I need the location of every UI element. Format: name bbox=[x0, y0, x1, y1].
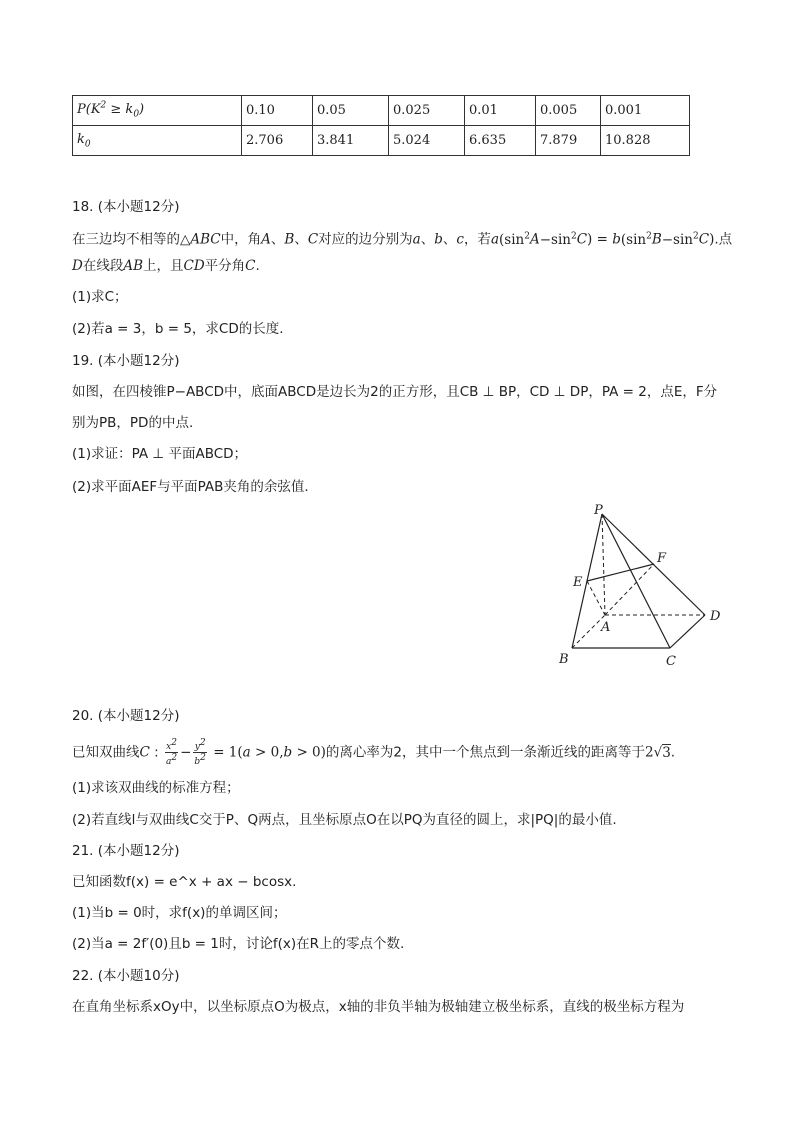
q18-line-2: D在线段AB上，且CD平分角C. bbox=[72, 258, 260, 274]
label-C: C bbox=[666, 654, 676, 669]
k-squared-table bbox=[72, 95, 690, 156]
table-row bbox=[73, 96, 690, 126]
label-P: P bbox=[594, 503, 603, 518]
label-D: D bbox=[710, 609, 721, 624]
q20-line-1: 已知双曲线C : $\frac{x^2}{a^2}$ − $\frac{y^2}{b^2}$ = 1(a > 0,b > 0)的离心率为2，其中一个焦点到一条渐近线的距离等于2√3. bbox=[72, 738, 676, 767]
q19-line-1: 如图，在四棱锥P−ABCD中，底面ABCD是边长为2的正方形，且CB ⊥ BP，CD ⊥ DP，PA = 2，点E，F分 bbox=[72, 384, 718, 400]
q18-part-1: (1)求C； bbox=[72, 289, 128, 305]
text: .点 bbox=[714, 231, 733, 248]
label-A: A bbox=[601, 620, 611, 635]
table-row bbox=[73, 126, 690, 156]
table-cell: 10.828 bbox=[601, 126, 690, 156]
text: . bbox=[670, 744, 676, 761]
text: 中，角 bbox=[220, 231, 262, 248]
table-cell: 0.025 bbox=[389, 96, 465, 126]
text: 的离心率为2，其中一个焦点到一条渐近线的距离等于 bbox=[325, 744, 645, 761]
q19-part-1: (1)求证：PA ⊥ 平面ABCD； bbox=[72, 446, 248, 462]
label-E: E bbox=[573, 575, 583, 590]
q19-part-2: (2)求平面AEF与平面PAB夹角的余弦值. bbox=[72, 479, 309, 495]
text: 在线段 bbox=[82, 258, 124, 274]
table-cell: 6.635 bbox=[465, 126, 536, 156]
q21-part-1: (1)当b = 0时，求f(x)的单调区间； bbox=[72, 905, 287, 921]
pyramid-figure bbox=[548, 500, 728, 675]
table-cell: 3.841 bbox=[313, 126, 389, 156]
text: ，若 bbox=[463, 231, 491, 248]
q21-heading: 21. (本小题12分) bbox=[72, 843, 180, 859]
row-label: $k_0$ bbox=[77, 131, 91, 150]
q18-part-2: (2)若a = 3，b = 5，求CD的长度. bbox=[72, 321, 284, 337]
q21-part-2: (2)当a = 2f′(0)且b = 1时，讨论f(x)在R上的零点个数. bbox=[72, 936, 405, 952]
label-F: F bbox=[657, 551, 667, 566]
table-cell: 0.005 bbox=[536, 96, 601, 126]
table-cell: 0.05 bbox=[313, 96, 389, 126]
text: 上，且 bbox=[143, 258, 184, 274]
text: 已知双曲线 bbox=[72, 744, 140, 761]
row-label: $P(K^2 \ge k_0)$ bbox=[77, 101, 145, 120]
q19-line-2: 别为PB，PD的中点. bbox=[72, 415, 194, 431]
label-B: B bbox=[559, 652, 569, 667]
q22-line-1: 在直角坐标系xOy中，以坐标原点O为极点，x轴的非负半轴为极轴建立极坐标系，直线的极坐标方程为 bbox=[72, 999, 685, 1015]
text: 平分角 bbox=[204, 258, 246, 274]
table-cell: 0.001 bbox=[601, 96, 690, 126]
table-cell: 0.10 bbox=[242, 96, 313, 126]
q22-heading: 22. (本小题10分) bbox=[72, 968, 180, 984]
q21-line-1: 已知函数f(x) = e^x + ax − bcosx. bbox=[72, 874, 297, 890]
q20-part-2: (2)若直线l与双曲线C交于P、Q两点，且坐标原点O在以PQ为直径的圆上，求|PQ|的最小值. bbox=[72, 812, 617, 828]
q19-heading: 19. (本小题12分) bbox=[72, 353, 180, 369]
q20-part-1: (1)求该双曲线的标准方程； bbox=[72, 780, 240, 796]
table-cell bbox=[73, 96, 242, 126]
table-cell: 5.024 bbox=[389, 126, 465, 156]
table-cell: 7.879 bbox=[536, 126, 601, 156]
text: 对应的边分别为 bbox=[318, 231, 413, 248]
text: . bbox=[255, 258, 260, 274]
q18-line-1: 在三边均不相等的△ABC中，角A、B、C对应的边分别为a、b、c，若$a(\sin^2A-\sin^2C) = b(\sin^2B-\sin^2C)$.点 bbox=[72, 231, 733, 248]
table-cell bbox=[73, 126, 242, 156]
table-cell: 2.706 bbox=[242, 126, 313, 156]
q20-heading: 20. (本小题12分) bbox=[72, 708, 180, 724]
text: 在三边均不相等的 bbox=[72, 231, 180, 248]
q18-heading: 18. (本小题12分) bbox=[72, 199, 180, 215]
table-cell: 0.01 bbox=[465, 96, 536, 126]
